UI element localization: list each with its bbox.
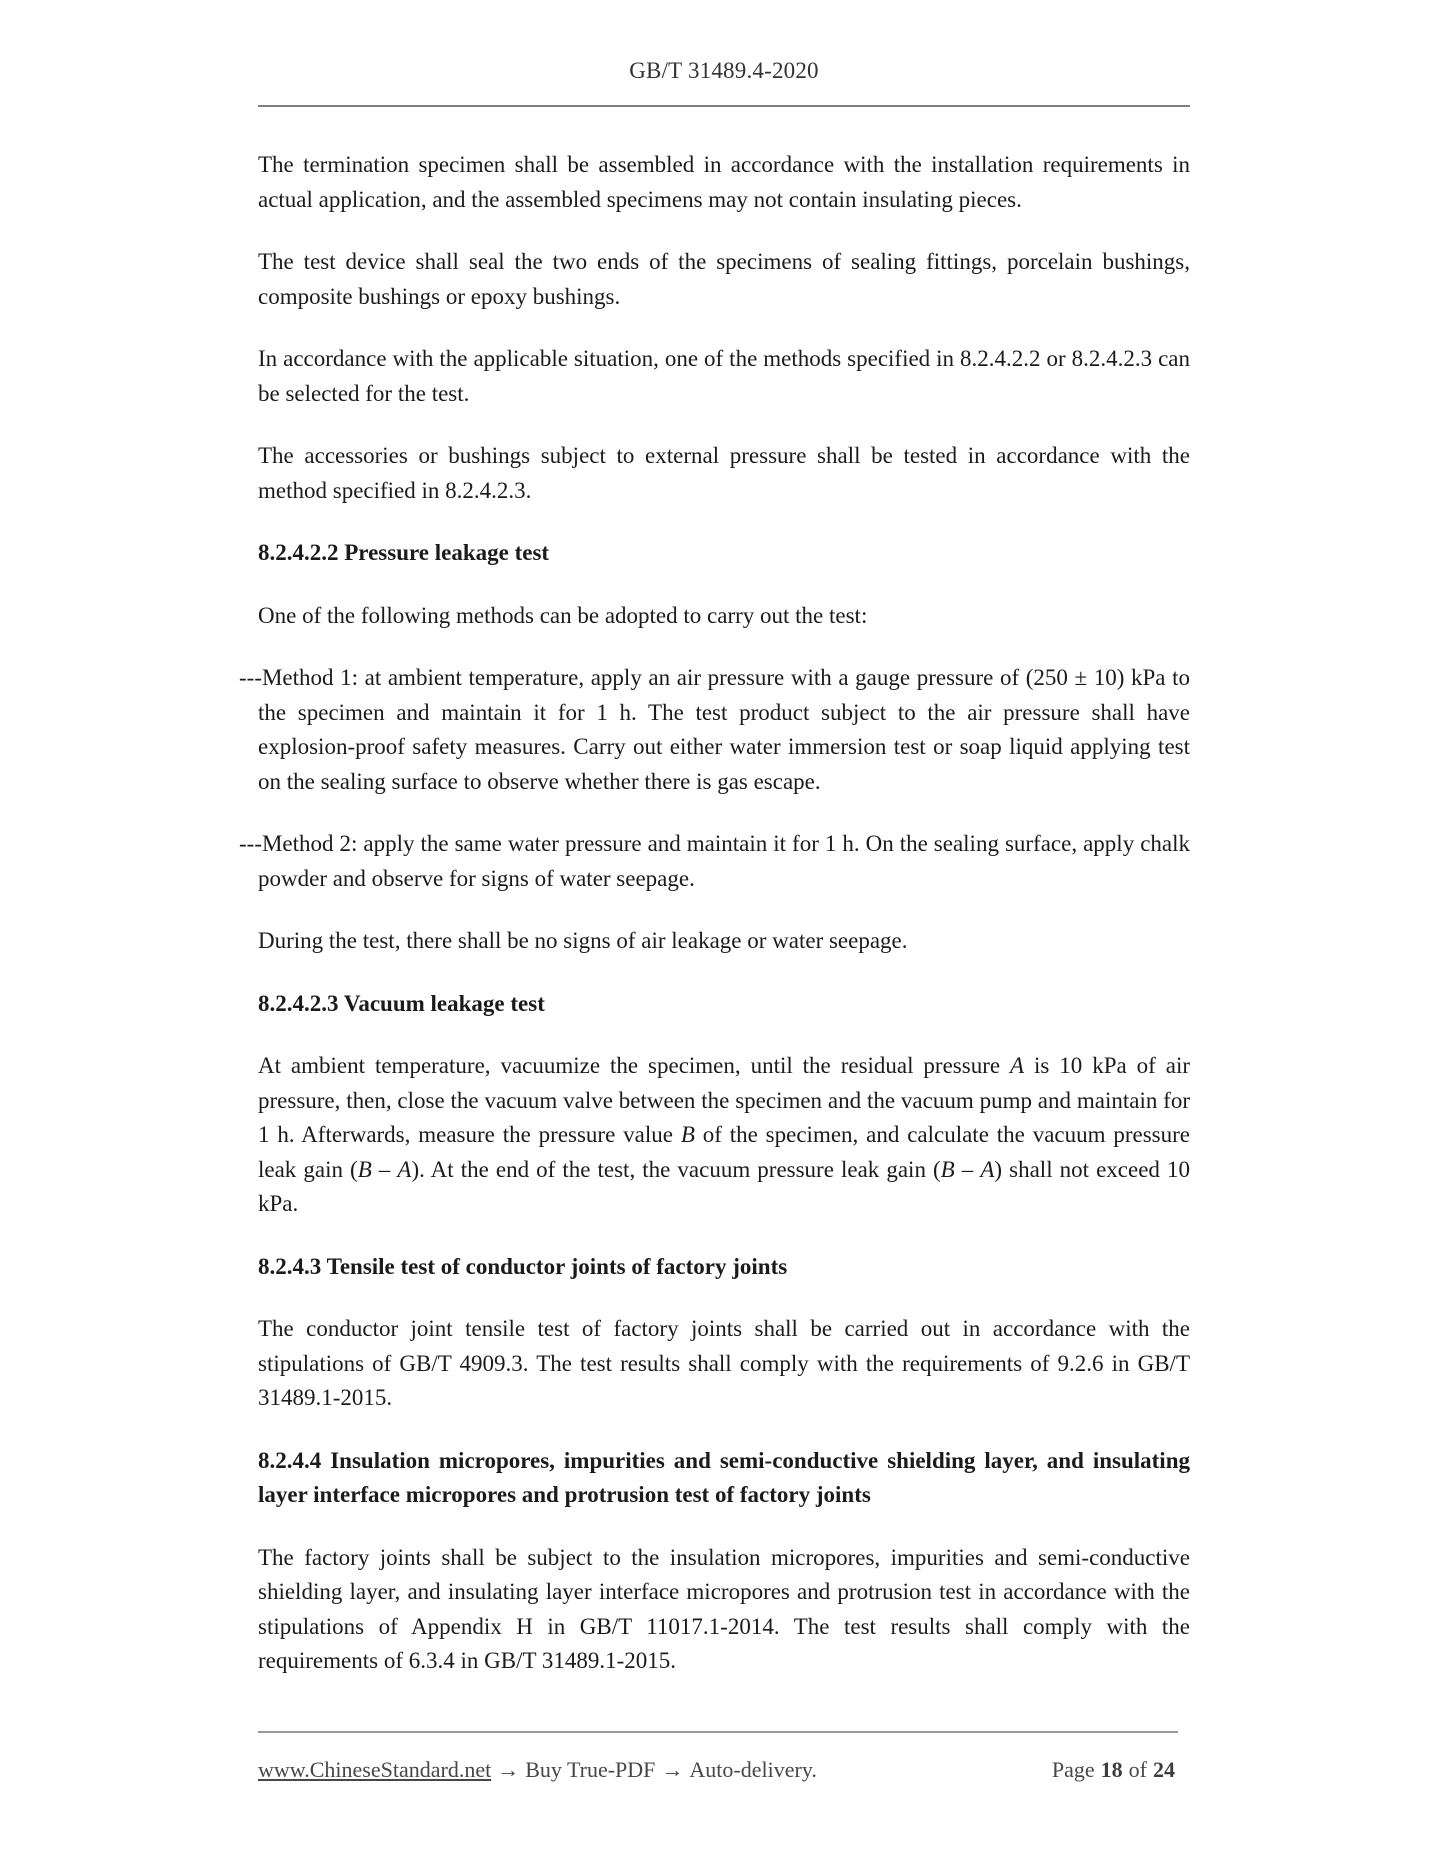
arrow-right-icon: → bbox=[497, 1757, 520, 1782]
section-heading-vacuum-leakage-test: 8.2.4.2.3 Vacuum leakage test bbox=[258, 990, 545, 1016]
paragraph-vacuum-procedure: At ambient temperature, vacuumize the specimen, until the residual pressure A is 10 kPa of air pressure, then, close the vacuum valve between the specimen and the vacuum pump and maintain for 1 h. Afterwards, measure the pressure value B of the specimen, and calculate the vacuum pressure leak gain (B – A). At the end of the test, the vacuum pressure leak gain (B – A) shall not exceed 10 kPa. bbox=[258, 1053, 1191, 1216]
list-item-method-2: ---Method 2: apply the same water pressure and maintain it for 1 h. On the sealing surface, apply chalk powder and observe for signs of water seepage. bbox=[239, 831, 1190, 891]
paragraph-external-pressure: The accessories or bushings subject to external pressure shall be tested in accordance with the method specified in 8.2.4.2.3. bbox=[258, 443, 1190, 503]
paragraph-factory-joints-test: The factory joints shall be subject to the insulation micropores, impurities and semi-conductive shielding layer, and insulating layer interface micropores and protrusion test in accordance with the stipulations of Appendix H in GB/T 11017.1-2014. The test results shall comply with the requirements of 6.3.4 in GB/T 31489.1-2015. bbox=[258, 1544, 1190, 1673]
document-body bbox=[239, 148, 1191, 1707]
page-indicator-of: of bbox=[1128, 1757, 1147, 1782]
paragraph-test-device-seal: The test device shall seal the two ends of the specimens of sealing fittings, porcelain bushings, composite bushings or epoxy bushings. bbox=[258, 249, 1190, 309]
page-indicator-label: Page bbox=[1051, 1757, 1095, 1782]
page-header-doc-number: GB/T 31489.4-2020 bbox=[629, 58, 819, 83]
arrow-right-icon: → bbox=[661, 1757, 684, 1782]
section-heading-insulation-micropores: 8.2.4.4 Insulation micropores, impurities and semi-conductive shielding layer, and insulating layer interface micropores and protrusion test of factory joints bbox=[258, 1447, 1190, 1507]
page-footer bbox=[258, 1756, 1178, 1784]
page-current-number: 18 bbox=[1100, 1757, 1123, 1782]
paragraph-methods-intro: One of the following methods can be adopted to carry out the test: bbox=[258, 602, 868, 628]
paragraph-tensile-test: The conductor joint tensile test of factory joints shall be carried out in accordance with the stipulations of GB/T 4909.3. The test results shall comply with the requirements of 9.2.6 in GB/T 31489.1-2015. bbox=[258, 1316, 1190, 1410]
paragraph-applicable-situation: In accordance with the applicable situation, one of the methods specified in 8.2.4.2.2 or 8.2.4.2.3 can be selected for the test. bbox=[258, 346, 1190, 406]
section-heading-tensile-test: 8.2.4.3 Tensile test of conductor joints of factory joints bbox=[258, 1253, 788, 1279]
footer-delivery-label: Auto-delivery. bbox=[689, 1757, 817, 1782]
page-indicator bbox=[1049, 1756, 1178, 1784]
paragraph-during-test: During the test, there shall be no signs of air leakage or water seepage. bbox=[258, 928, 908, 953]
footer-source-line bbox=[258, 1756, 817, 1784]
footer-buy-label: Buy True-PDF bbox=[525, 1757, 656, 1782]
header-rule bbox=[258, 105, 1190, 107]
footer-rule bbox=[258, 1731, 1178, 1733]
list-item-method-1: ---Method 1: at ambient temperature, apply an air pressure with a gauge pressure of (250 ± 10) kPa to the specimen and maintain it for 1 h. The test product subject to the air pressure shall have explosion-proof safety measures. Carry out either water immersion test or soap liquid applying test on the sealing surface to observe whether there is gas escape. bbox=[239, 665, 1190, 794]
site-link[interactable]: www.ChineseStandard.net bbox=[258, 1757, 492, 1782]
section-heading-pressure-leakage-test: 8.2.4.2.2 Pressure leakage test bbox=[258, 540, 550, 565]
page-total-number: 24 bbox=[1153, 1757, 1175, 1782]
paragraph-termination-specimen: The termination specimen shall be assembled in accordance with the installation requirements in actual application, and the assembled specimens may not contain insulating pieces. bbox=[258, 152, 1190, 212]
